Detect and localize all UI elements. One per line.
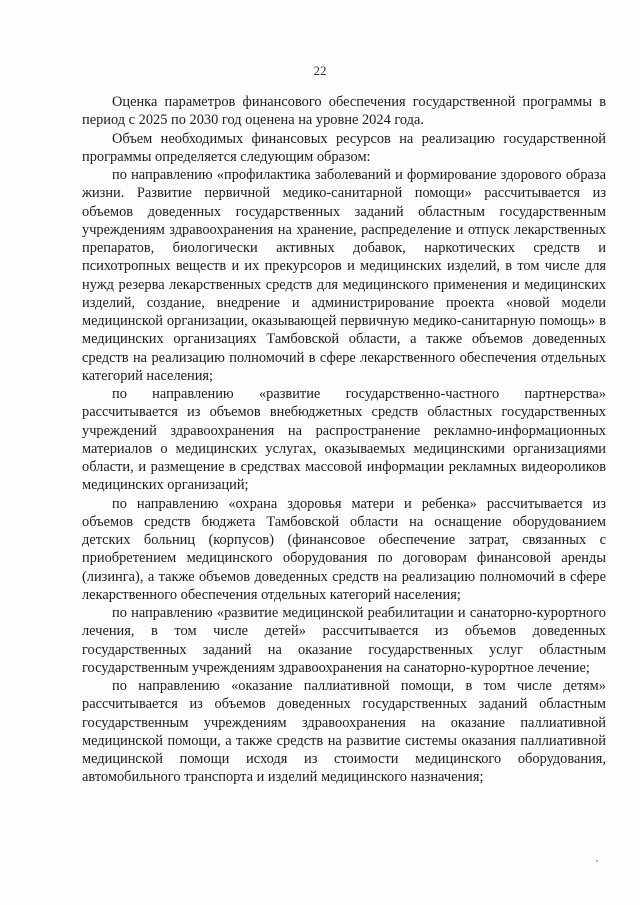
paragraph-disease-prevention: по направлению «профилактика заболеваний и формирование здорового образа жизни. Развитие первичной медико-санитарной помощи» рассчитывается из объемов доведенных государственных заданий областным государственным учреждениям здравоохранения на хранение, распределение и отпуск лекарственных препаратов, биологически активных добавок, наркотических средств и психотропных веществ и их прекурсоров и медицинских изделий, в том числе для нужд резерва лекарственных средств для медицинского применения и медицинских изделий, создание, внедрение и администрирование проекта «новой модели медицинской организации, оказывающей первичную медико-санитарную помощь» в медицинских организациях Тамбовской области, а также объемов доведенных средств на реализацию полномочий в сфере лекарственного обеспечения отдельных категорий населения; bbox=[82, 167, 606, 384]
paragraph-public-private-partnership: по направлению «развитие государственно-частного партнерства» рассчитывается из объемов внебюджетных средств областных государственных учреждений здравоохранения на распространение рекламно-информационных материалов о медицинских услугах, оказываемых медицинскими организациями области, и размещение в средствах массовой информации рекламных видеороликов медицинских организаций; bbox=[82, 386, 606, 494]
document-body bbox=[82, 93, 606, 787]
scan-speck bbox=[596, 860, 598, 862]
paragraph-financing-volume: Объем необходимых финансовых ресурсов на реализацию государственной программы определяется следующим образом: bbox=[82, 130, 606, 165]
paragraph-palliative-care: по направлению «оказание паллиативной помощи, в том числе детям» рассчитывается из объемов доведенных государственных заданий областным государственным учреждениям здравоохранения на оказание паллиативной медицинской помощи, а также средств на развитие системы оказания паллиативной медицинской помощи исходя из стоимости медицинского оборудования, автомобильного транспорта и изделий медицинского назначения; bbox=[82, 678, 606, 786]
paragraph-financing-period: Оценка параметров финансового обеспечения государственной программы в период с 2025 по 2030 год оценена на уровне 2024 года. bbox=[82, 94, 606, 129]
paragraph-maternal-child-health: по направлению «охрана здоровья матери и ребенка» рассчитывается из объемов средств бюджета Тамбовской области на оснащение оборудованием детских больниц (корпусов) (финансовое обеспечение затрат, связанных с приобретением медицинского оборудования по договорам финансовой аренды (лизинга), а также объемов доведенных средств на реализацию полномочий в сфере лекарственного обеспечения отдельных категорий населения; bbox=[82, 495, 606, 603]
page-number: 22 bbox=[313, 63, 327, 78]
paragraph-medical-rehabilitation: по направлению «развитие медицинской реабилитации и санаторно-курортного лечения, в том числе детей» рассчитывается из объемов доведенных государственных заданий на оказание государственных услуг областным государственным учреждениям здравоохранения на санаторно-курортное лечение; bbox=[82, 605, 606, 676]
